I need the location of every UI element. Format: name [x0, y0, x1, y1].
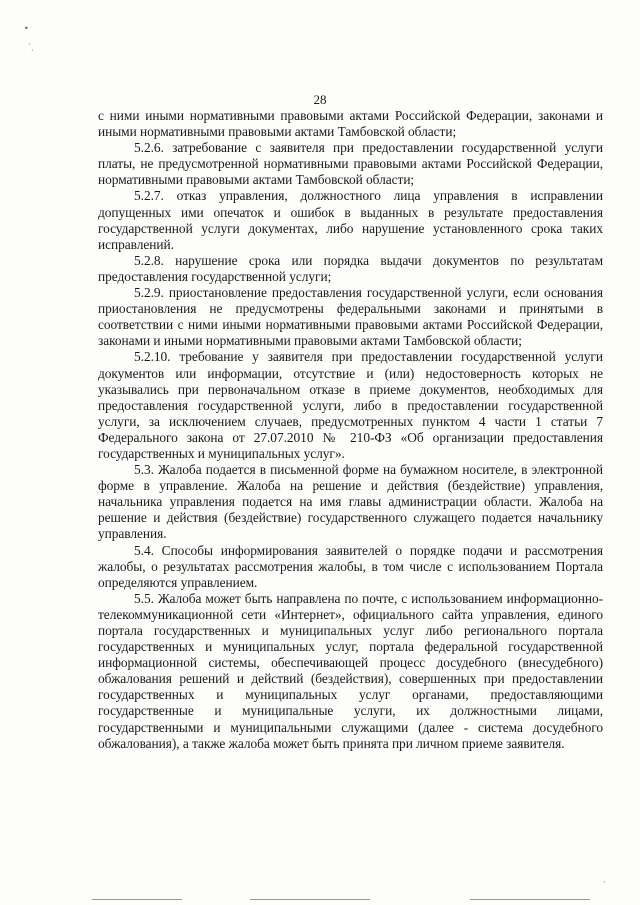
paragraph-5-2-7: 5.2.7. отказ управления, должностного лица управления в исправлении допущенных ими опечаток и ошибок в выданных в результате предоставления государственной услуги документах, либо нарушение установленного срока таких исправлений. [98, 188, 603, 252]
scan-speck-mark: · [31, 46, 34, 55]
paragraph-5-2-8: 5.2.8. нарушение срока или порядка выдачи документов по результатам предоставления государственной услуги; [98, 252, 603, 284]
paragraph-5-2-6: 5.2.6. затребование с заявителя при предоставлении государственной услуги платы, не предусмотренной нормативными правовыми актами Российской Федерации, нормативными правовыми актами Тамбовской области; [98, 140, 603, 188]
scan-edge-line [92, 899, 182, 900]
paragraph-5-4: 5.4. Способы информирования заявителей о порядке подачи и рассмотрения жалобы, о результатах рассмотрения жалобы, в том числе с использованием Портала определяются управлением. [98, 542, 603, 590]
scan-edge-line [250, 899, 370, 900]
paragraph-5-2-9: 5.2.9. приостановление предоставления государственной услуги, если основания приостановления не предусмотрены федеральными законами и принятыми в соответствии с ними иными нормативными правовыми актами Российской Федерации, законами и иными нормативными правовыми актами Тамбовской области; [98, 285, 603, 349]
page-number: 28 [313, 92, 327, 107]
paragraph-5-5: 5.5. Жалоба может быть направлена по почте, с использованием информационно-телекоммуникационной сети «Интернет», официального сайта управления, единого портала государственных и муниципальных услуг либо регионального портала государственных и муниципальных услуг, портала федеральной государственной информационной системы, обеспечивающей процесс досудебного (внесудебного) обжалования решений и действий (бездействия), совершенных при предоставлении государственных и муниципальных услуг органами, предоставляющими государственные и муниципальные услуги, их должностными лицами, государственными и муниципальными служащими (далее - система досудебного обжалования), а также жалоба может быть принята при личном приеме заявителя. [98, 590, 603, 751]
document-body [98, 108, 603, 752]
paragraph-5-3: 5.3. Жалоба подается в письменной форме на бумажном носителе, в электронной форме в управление. Жалоба на решение и действия (бездействие) управления, начальника управления подается на имя главы администрации области. Жалоба на решение и действия (бездействие) государственного служащего подается начальнику управления. [98, 462, 603, 542]
paragraph-5-2-10: 5.2.10. требование у заявителя при предоставлении государственной услуги документов или информации, отсутствие и (или) недостоверность которых не указывались при первоначальном отказе в приеме документов, необходимых для предоставления государственной услуги, либо в предоставлении государственной услуги, за исключением случаев, предусмотренных пунктом 4 части 1 статьи 7 Федерального закона от 27.07.2010 № 210-ФЗ «Об организации предоставления государственных и муниципальных услуг». [98, 349, 603, 461]
scan-speck-mark: · [28, 40, 31, 49]
scan-speck-mark: · [603, 878, 606, 887]
paragraph-continuation: с ними иными нормативными правовыми актами Российской Федерации, законами и иными нормативными правовыми актами Тамбовской области; [98, 108, 603, 140]
scan-edge-line [470, 899, 590, 900]
scan-speck-mark: • [24, 24, 29, 33]
